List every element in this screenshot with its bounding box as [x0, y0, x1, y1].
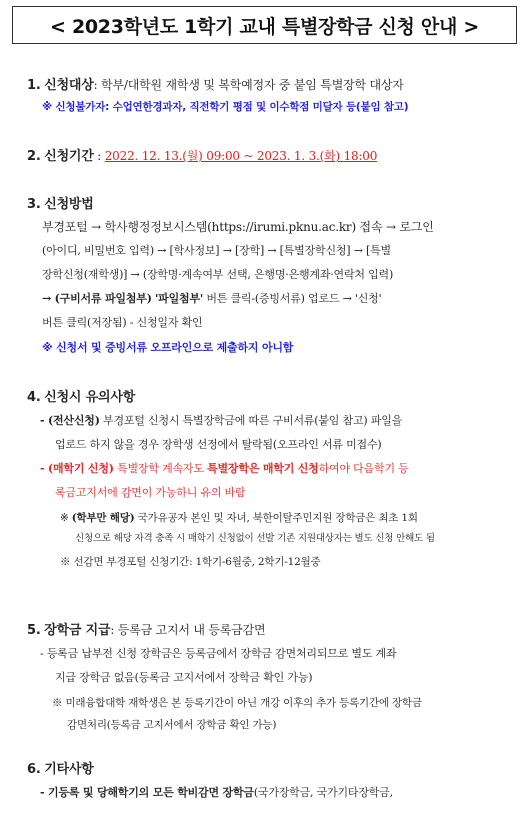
caution-2-line-2: 록금고지서에 감면이 가능하니 유의 바람 [55, 486, 246, 499]
caution-2-label: - (매학기 신청) [40, 462, 114, 475]
caution-2-line-1 [40, 461, 409, 477]
method-line-5: 버튼 클릭(저장됨) - 신청일자 확인 [42, 316, 203, 329]
section-4-number: 4. [27, 390, 41, 405]
section-3-line [27, 196, 94, 213]
misc-line-1 [40, 785, 393, 801]
section-1-number: 1. [27, 78, 41, 93]
application-period: 2022. 12. 13.(월) 09:00 ~ 2023. 1. 3.(화) 18:00 [104, 149, 378, 163]
method-line-4 [42, 291, 381, 307]
method-attach-button-ref: '파일첨부' [155, 292, 204, 305]
caution-note-1-line-2: 신청으로 해당 자격 충족 시 매학기 신청없이 선발 기존 지원대상자는 별도 신청 안해도 됨 [75, 533, 435, 544]
note-1-label: (학부만 해당) [71, 512, 135, 524]
section-2-heading: 신청기간 [44, 149, 94, 164]
caution-1-line-1 [40, 413, 402, 429]
section-4-line [27, 389, 135, 406]
section-5-number: 5. [27, 623, 41, 638]
caution-2-text-end: 하여야 다음학기 등 [318, 462, 409, 475]
method-note: ※ 신청서 및 증빙서류 오프라인으로 제출하지 아니함 [42, 341, 294, 354]
caution-note-1-line-1 [60, 510, 418, 526]
section-3-number: 3. [27, 197, 41, 212]
payment-note-line-2: 감면처리(등록금 고지서에서 장학금 확인 가능) [67, 719, 277, 731]
misc-text: (국가장학금, 국가기타장학금, [253, 786, 393, 799]
section-1-heading: 신청대상 [44, 78, 94, 93]
section-2-line [27, 148, 377, 165]
caution-1-label: - (전산신청) [40, 414, 100, 427]
section-5-line [27, 622, 265, 639]
payment-line-1: - 등록금 납부전 신청 장학금은 등록금에서 장학금 감면처리되므로 별도 계좌 [40, 647, 397, 660]
section-1-note: ※ 신청불가자: 수업연한경과자, 직전학기 평점 및 이수학점 미달자 등(붙임 참고) [42, 101, 409, 113]
caution-2-emphasis: 특별장학은 매학기 신청 [207, 462, 319, 475]
payment-note-line-1: ※ 미래융합대학 재학생은 본 등록기간이 아닌 개강 이후의 추가 등록기간에 장학금 [52, 697, 422, 709]
note-1-text: 국가유공자 본인 및 자녀, 북한이탈주민지원 장학금은 최초 1회 [137, 512, 418, 524]
method-upload-text: 버튼 클릭-(증빙서류) 업로드 → '신청' [206, 292, 382, 305]
method-attach-text: → (구비서류 파일첨부) [42, 292, 152, 305]
section-4-heading: 신청시 유의사항 [44, 390, 136, 405]
section-1-line [27, 77, 404, 94]
section-2-sep: : [97, 149, 102, 163]
caution-2-text: 특별장학 계속자도 [117, 462, 204, 475]
method-line-2: (아이디, 비밀번호 입력) → [학사정보] → [장학] → [특별장학신청] → [특별 [42, 244, 391, 257]
method-line-3: 장학신청(재학생)] → (장학명·계속여부 선택, 은행명·은행계좌·연락처 입력) [42, 268, 394, 281]
misc-emphasis: - 기등록 및 당해학기의 모든 학비감면 장학금 [40, 786, 254, 799]
caution-note-2: ※ 선감면 부경포털 신청기간: 1학기-6월중, 2학기-12월중 [60, 556, 321, 568]
section-3-heading: 신청방법 [44, 197, 94, 212]
caution-1-line-2: 업로드 하지 않을 경우 장학생 선정에서 탈락됨(오프라인 서류 미접수) [55, 438, 382, 451]
section-5-heading: 장학금 지급 [44, 623, 111, 638]
section-2-number: 2. [27, 149, 41, 164]
section-6-line [27, 761, 94, 778]
section-6-heading: 기타사항 [44, 762, 94, 777]
page-title: < 2023학년도 1학기 교내 특별장학금 신청 안내 > [12, 6, 517, 44]
note-mark: ※ [60, 512, 69, 524]
payment-line-2: 지급 장학금 없음(등록금 고지서에서 장학금 확인 가능) [55, 671, 313, 684]
section-6-number: 6. [27, 762, 41, 777]
section-1-text: : 학부/대학원 재학생 및 복학예정자 중 붙임 특별장학 대상자 [93, 78, 404, 92]
caution-1-text: 부경포털 신청시 특별장학금에 따른 구비서류(붙임 참고) 파일을 [103, 414, 403, 427]
section-5-text: : 등록금 고지서 내 등록금감면 [110, 623, 266, 637]
method-line-1: 부경포털 → 학사행정정보시스템(https://irumi.pknu.ac.kr) 접속 → 로그인 [42, 220, 434, 234]
